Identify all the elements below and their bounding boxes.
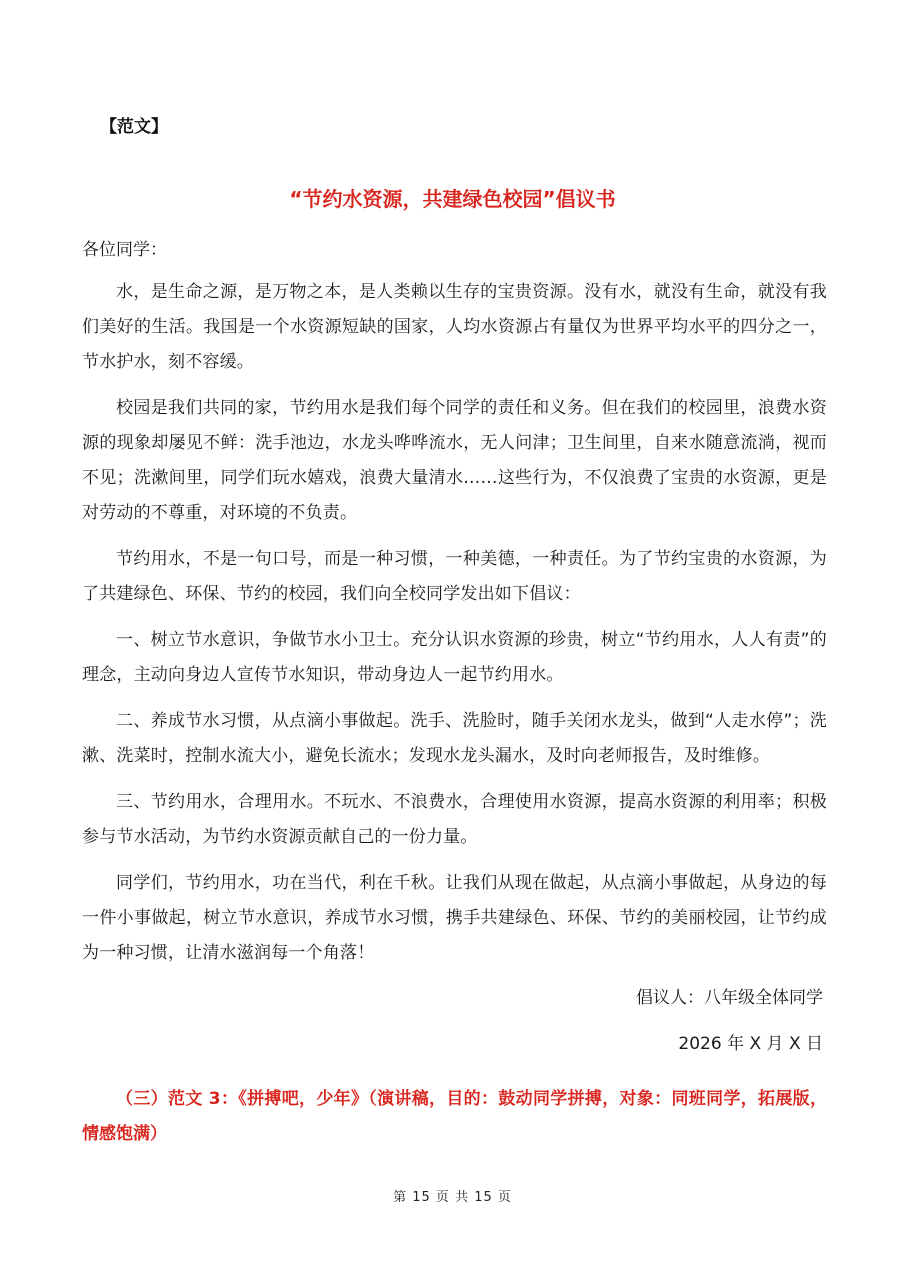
proposal-title: “节约水资源，共建绿色校园”倡议书 bbox=[289, 187, 616, 211]
paragraph-proposal-1: 一、树立节水意识，争做节水小卫士。充分认识水资源的珍贵，树立“节约用水，人人有责”的理念，主动向身边人宣传节水知识，带动身边人一起节约用水。 bbox=[82, 630, 827, 685]
salutation: 各位同学： bbox=[82, 240, 167, 260]
page-footer: 第 15 页 共 15 页 bbox=[393, 1190, 512, 1205]
paragraph-problem: 校园是我们共同的家，节约用水是我们每个同学的责任和义务。但在我们的校园里，浪费水资源的现象却屡见不鲜：洗手池边，水龙头哗哗流水，无人问津；卫生间里，自来水随意流淌，视而不见；洗漱间里，同学们玩水嬉戏，浪费大量清水……这些行为，不仅浪费了宝贵的水资源，更是对劳动的不尊重，对环境的不负责。 bbox=[82, 398, 827, 523]
paragraph-call: 节约用水，不是一句口号，而是一种习惯，一种美德，一种责任。为了节约宝贵的水资源，为了共建绿色、环保、节约的校园，我们向全校同学发出如下倡议： bbox=[82, 549, 827, 604]
paragraph-closing: 同学们，节约用水，功在当代，利在千秋。让我们从现在做起，从点滴小事做起，从身边的每一件小事做起，树立节水意识，养成节水习惯，携手共建绿色、环保、节约的美丽校园，让节约成为一种习惯，让清水滋润每一个角落！ bbox=[82, 873, 827, 963]
paragraph-intro: 水，是生命之源，是万物之本，是人类赖以生存的宝贵资源。没有水，就没有生命，就没有我们美好的生活。我国是一个水资源短缺的国家，人均水资源占有量仅为世界平均水平的四分之一，节水护水，刻不容缓。 bbox=[82, 282, 827, 372]
date: 2026 年 X 月 X 日 bbox=[678, 1034, 823, 1054]
proposal-body bbox=[82, 275, 827, 982]
next-section-heading: （三）范文 3：《拼搏吧，少年》（演讲稿，目的：鼓动同学拼搏，对象：同班同学，拓展版，情感饱满） bbox=[82, 1089, 827, 1144]
signature: 倡议人：八年级全体同学 bbox=[636, 988, 823, 1008]
paragraph-proposal-2: 二、养成节水习惯，从点滴小事做起。洗手、洗脸时，随手关闭水龙头，做到“人走水停”；洗漱、洗菜时，控制水流大小，避免长流水；发现水龙头漏水，及时向老师报告，及时维修。 bbox=[82, 711, 827, 766]
paragraph-proposal-3: 三、节约用水，合理用水。不玩水、不浪费水，合理使用水资源，提高水资源的利用率；积极参与节水活动，为节约水资源贡献自己的一份力量。 bbox=[82, 792, 827, 847]
section-label: 【范文】 bbox=[100, 117, 168, 137]
